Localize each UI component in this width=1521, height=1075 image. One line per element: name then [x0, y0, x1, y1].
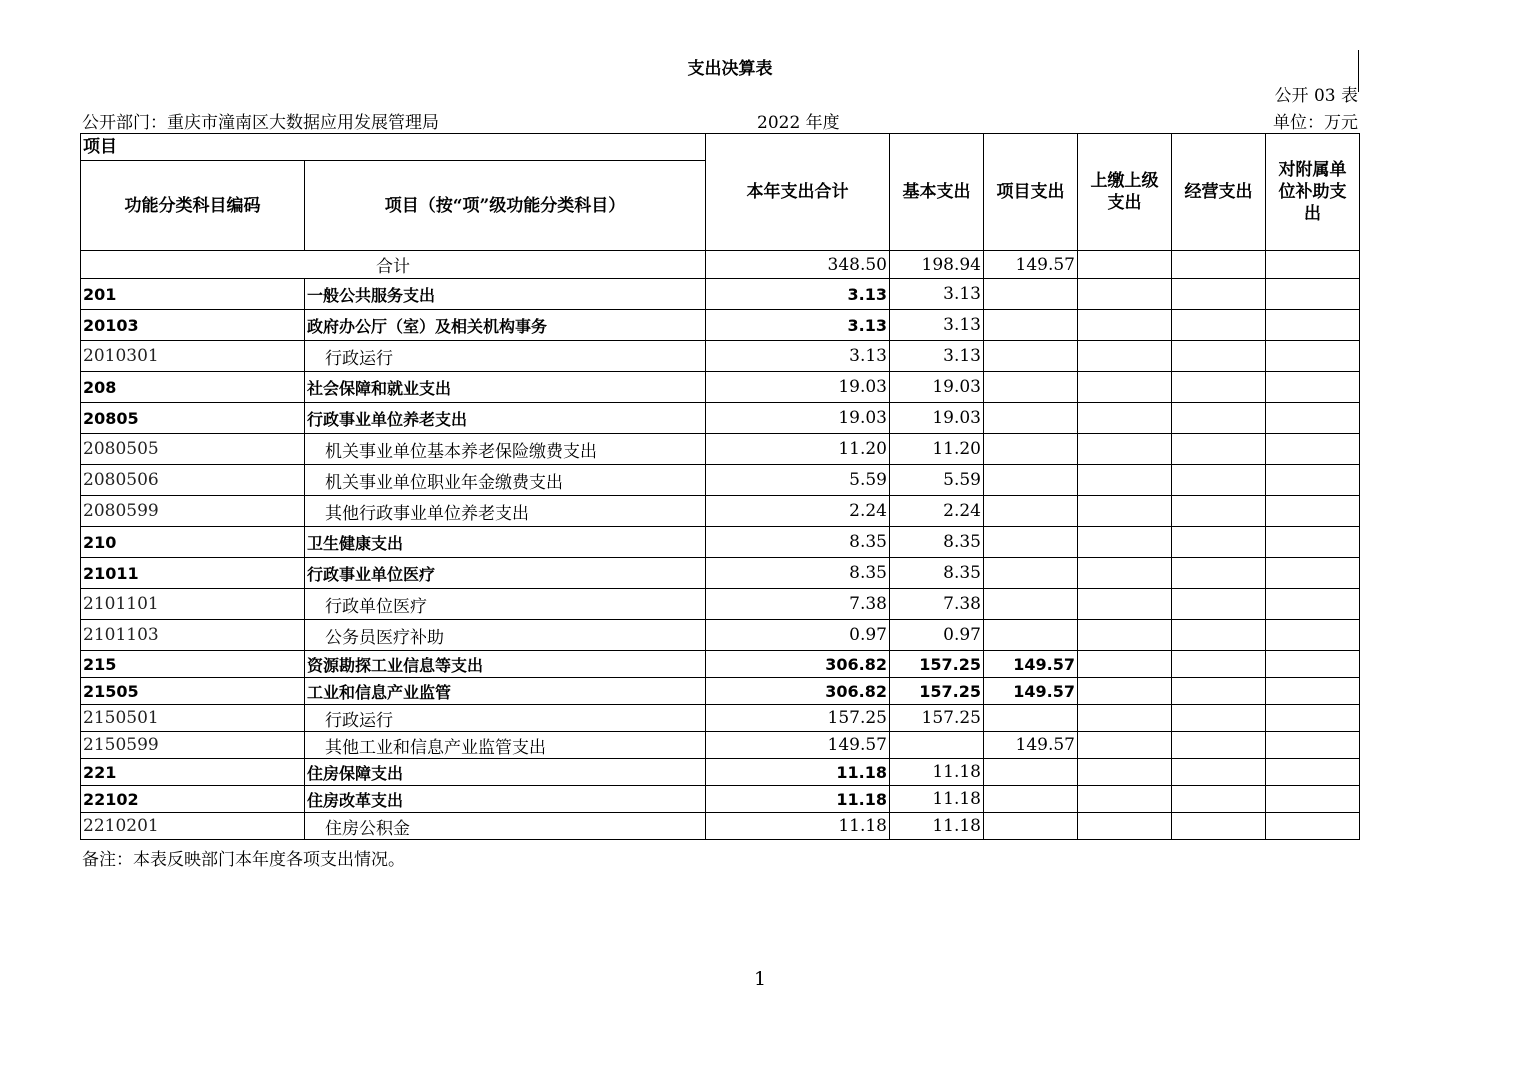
- row-total: 306.82: [706, 678, 890, 705]
- row-basic: 11.20: [890, 434, 984, 465]
- header-total: 本年支出合计: [706, 134, 890, 251]
- row-superior: [1078, 651, 1172, 678]
- row-superior: [1078, 527, 1172, 558]
- row-total: 19.03: [706, 372, 890, 403]
- row-code: 2210201: [81, 813, 305, 840]
- row-total: 8.35: [706, 558, 890, 589]
- row-superior: [1078, 813, 1172, 840]
- row-basic: 7.38: [890, 589, 984, 620]
- row-code: 2080505: [81, 434, 305, 465]
- row-project: [984, 620, 1078, 651]
- table-row: [81, 372, 1360, 403]
- row-project: [984, 589, 1078, 620]
- row-name: 其他工业和信息产业监管支出: [305, 732, 706, 759]
- row-subsidiary: [1266, 786, 1360, 813]
- row-business: [1172, 620, 1266, 651]
- row-business: [1172, 527, 1266, 558]
- row-basic: [890, 732, 984, 759]
- row-business: [1172, 813, 1266, 840]
- row-project: [984, 403, 1078, 434]
- row-subsidiary: [1266, 813, 1360, 840]
- row-total: 5.59: [706, 465, 890, 496]
- table-row: [81, 310, 1360, 341]
- row-subsidiary: [1266, 496, 1360, 527]
- row-subsidiary: [1266, 434, 1360, 465]
- table-row: [81, 620, 1360, 651]
- row-basic: 2.24: [890, 496, 984, 527]
- row-business: [1172, 589, 1266, 620]
- footnote: 备注：本表反映部门本年度各项支出情况。: [82, 850, 405, 870]
- row-code: 221: [81, 759, 305, 786]
- row-project: [984, 558, 1078, 589]
- row-business: [1172, 465, 1266, 496]
- row-name: 行政事业单位养老支出: [305, 403, 706, 434]
- row-total: 8.35: [706, 527, 890, 558]
- row-superior: [1078, 705, 1172, 732]
- row-name: 住房改革支出: [305, 786, 706, 813]
- row-subsidiary: [1266, 372, 1360, 403]
- header-subsidiary: 对附属单位补助支出: [1266, 134, 1360, 251]
- header-business: 经营支出: [1172, 134, 1266, 251]
- summary-business: [1172, 251, 1266, 279]
- summary-row: [81, 251, 1360, 279]
- row-total: 7.38: [706, 589, 890, 620]
- table-row: [81, 527, 1360, 558]
- row-subsidiary: [1266, 589, 1360, 620]
- row-project: [984, 705, 1078, 732]
- row-project: [984, 527, 1078, 558]
- row-basic: 8.35: [890, 527, 984, 558]
- table-row: [81, 759, 1360, 786]
- row-code: 2101101: [81, 589, 305, 620]
- row-subsidiary: [1266, 279, 1360, 310]
- row-total: 149.57: [706, 732, 890, 759]
- page-title: 支出决算表: [687, 59, 773, 79]
- row-basic: 3.13: [890, 310, 984, 341]
- row-name: 卫生健康支出: [305, 527, 706, 558]
- row-basic: 19.03: [890, 403, 984, 434]
- header-basic: 基本支出: [890, 134, 984, 251]
- row-project: [984, 496, 1078, 527]
- row-business: [1172, 786, 1266, 813]
- table-row: [81, 558, 1360, 589]
- row-name: 住房保障支出: [305, 759, 706, 786]
- row-code: 208: [81, 372, 305, 403]
- row-basic: 11.18: [890, 813, 984, 840]
- row-total: 19.03: [706, 403, 890, 434]
- header-project: 项目支出: [984, 134, 1078, 251]
- row-superior: [1078, 434, 1172, 465]
- summary-subsidiary: [1266, 251, 1360, 279]
- row-project: [984, 341, 1078, 372]
- row-project: 149.57: [984, 678, 1078, 705]
- row-project: [984, 759, 1078, 786]
- row-name: 行政运行: [305, 341, 706, 372]
- row-superior: [1078, 279, 1172, 310]
- row-code: 2080599: [81, 496, 305, 527]
- row-name: 社会保障和就业支出: [305, 372, 706, 403]
- form-number: 公开 03 表: [1274, 86, 1358, 106]
- row-subsidiary: [1266, 558, 1360, 589]
- table-row: [81, 651, 1360, 678]
- row-code: 2150501: [81, 705, 305, 732]
- row-business: [1172, 341, 1266, 372]
- department-label: 公开部门：重庆市潼南区大数据应用发展管理局: [82, 113, 439, 133]
- fiscal-year: 2022 年度: [757, 113, 840, 133]
- row-superior: [1078, 678, 1172, 705]
- table-row: [81, 279, 1360, 310]
- table-row: [81, 434, 1360, 465]
- row-superior: [1078, 620, 1172, 651]
- row-total: 3.13: [706, 341, 890, 372]
- row-superior: [1078, 372, 1172, 403]
- table-row: [81, 465, 1360, 496]
- row-name: 机关事业单位基本养老保险缴费支出: [305, 434, 706, 465]
- row-total: 2.24: [706, 496, 890, 527]
- unit-label: 单位：万元: [1273, 113, 1358, 133]
- row-total: 0.97: [706, 620, 890, 651]
- row-code: 201: [81, 279, 305, 310]
- row-code: 21505: [81, 678, 305, 705]
- summary-total: 348.50: [706, 251, 890, 279]
- row-code: 2010301: [81, 341, 305, 372]
- row-name: 资源勘探工业信息等支出: [305, 651, 706, 678]
- row-subsidiary: [1266, 732, 1360, 759]
- row-project: [984, 813, 1078, 840]
- row-business: [1172, 705, 1266, 732]
- row-superior: [1078, 759, 1172, 786]
- row-basic: 3.13: [890, 341, 984, 372]
- row-basic: 157.25: [890, 651, 984, 678]
- row-business: [1172, 434, 1266, 465]
- table-row: [81, 341, 1360, 372]
- row-code: 2150599: [81, 732, 305, 759]
- row-project: [984, 279, 1078, 310]
- row-code: 20805: [81, 403, 305, 434]
- row-subsidiary: [1266, 465, 1360, 496]
- row-superior: [1078, 589, 1172, 620]
- row-business: [1172, 678, 1266, 705]
- row-subsidiary: [1266, 759, 1360, 786]
- row-basic: 157.25: [890, 678, 984, 705]
- row-project: [984, 372, 1078, 403]
- row-superior: [1078, 786, 1172, 813]
- row-subsidiary: [1266, 678, 1360, 705]
- row-name: 住房公积金: [305, 813, 706, 840]
- header-code: 功能分类科目编码: [81, 161, 305, 251]
- row-basic: 19.03: [890, 372, 984, 403]
- row-superior: [1078, 310, 1172, 341]
- row-superior: [1078, 496, 1172, 527]
- row-business: [1172, 310, 1266, 341]
- row-basic: 8.35: [890, 558, 984, 589]
- row-superior: [1078, 558, 1172, 589]
- row-name: 行政运行: [305, 705, 706, 732]
- row-basic: 11.18: [890, 759, 984, 786]
- row-project: 149.57: [984, 651, 1078, 678]
- table-row: [81, 786, 1360, 813]
- row-business: [1172, 732, 1266, 759]
- row-basic: 11.18: [890, 786, 984, 813]
- summary-project: 149.57: [984, 251, 1078, 279]
- row-code: 2080506: [81, 465, 305, 496]
- page-edge-line: [1358, 50, 1359, 92]
- row-total: 11.18: [706, 813, 890, 840]
- row-business: [1172, 558, 1266, 589]
- row-name: 机关事业单位职业年金缴费支出: [305, 465, 706, 496]
- header-superior: 上缴上级支出: [1078, 134, 1172, 251]
- expenditure-table: [80, 133, 1360, 840]
- row-name: 政府办公厅（室）及相关机构事务: [305, 310, 706, 341]
- summary-superior: [1078, 251, 1172, 279]
- row-subsidiary: [1266, 651, 1360, 678]
- row-business: [1172, 279, 1266, 310]
- table-row: [81, 403, 1360, 434]
- row-basic: 5.59: [890, 465, 984, 496]
- row-superior: [1078, 341, 1172, 372]
- table-row: [81, 496, 1360, 527]
- row-project: [984, 310, 1078, 341]
- row-superior: [1078, 732, 1172, 759]
- row-project: 149.57: [984, 732, 1078, 759]
- row-code: 2101103: [81, 620, 305, 651]
- row-project: [984, 434, 1078, 465]
- summary-basic: 198.94: [890, 251, 984, 279]
- row-name: 公务员医疗补助: [305, 620, 706, 651]
- table-row: [81, 589, 1360, 620]
- table-row: [81, 813, 1360, 840]
- page-number: 1: [753, 968, 767, 990]
- row-subsidiary: [1266, 527, 1360, 558]
- row-basic: 157.25: [890, 705, 984, 732]
- summary-label: 合计: [81, 251, 706, 279]
- row-total: 157.25: [706, 705, 890, 732]
- row-name: 一般公共服务支出: [305, 279, 706, 310]
- table-row: [81, 678, 1360, 705]
- row-basic: 0.97: [890, 620, 984, 651]
- header-item: 项目: [81, 134, 706, 161]
- row-total: 11.20: [706, 434, 890, 465]
- row-superior: [1078, 403, 1172, 434]
- row-subsidiary: [1266, 310, 1360, 341]
- row-subsidiary: [1266, 705, 1360, 732]
- row-project: [984, 465, 1078, 496]
- row-total: 11.18: [706, 786, 890, 813]
- row-total: 11.18: [706, 759, 890, 786]
- row-superior: [1078, 465, 1172, 496]
- table-row: [81, 732, 1360, 759]
- row-subsidiary: [1266, 403, 1360, 434]
- row-total: 306.82: [706, 651, 890, 678]
- row-name: 行政单位医疗: [305, 589, 706, 620]
- row-name: 工业和信息产业监管: [305, 678, 706, 705]
- row-subsidiary: [1266, 620, 1360, 651]
- row-name: 行政事业单位医疗: [305, 558, 706, 589]
- row-subsidiary: [1266, 341, 1360, 372]
- row-code: 20103: [81, 310, 305, 341]
- row-code: 21011: [81, 558, 305, 589]
- header-name: 项目（按“项”级功能分类科目）: [305, 161, 706, 251]
- row-business: [1172, 651, 1266, 678]
- row-business: [1172, 496, 1266, 527]
- row-name: 其他行政事业单位养老支出: [305, 496, 706, 527]
- row-project: [984, 786, 1078, 813]
- row-basic: 3.13: [890, 279, 984, 310]
- row-total: 3.13: [706, 279, 890, 310]
- row-business: [1172, 759, 1266, 786]
- row-business: [1172, 372, 1266, 403]
- row-code: 22102: [81, 786, 305, 813]
- row-total: 3.13: [706, 310, 890, 341]
- table-row: [81, 705, 1360, 732]
- row-code: 215: [81, 651, 305, 678]
- row-business: [1172, 403, 1266, 434]
- row-code: 210: [81, 527, 305, 558]
